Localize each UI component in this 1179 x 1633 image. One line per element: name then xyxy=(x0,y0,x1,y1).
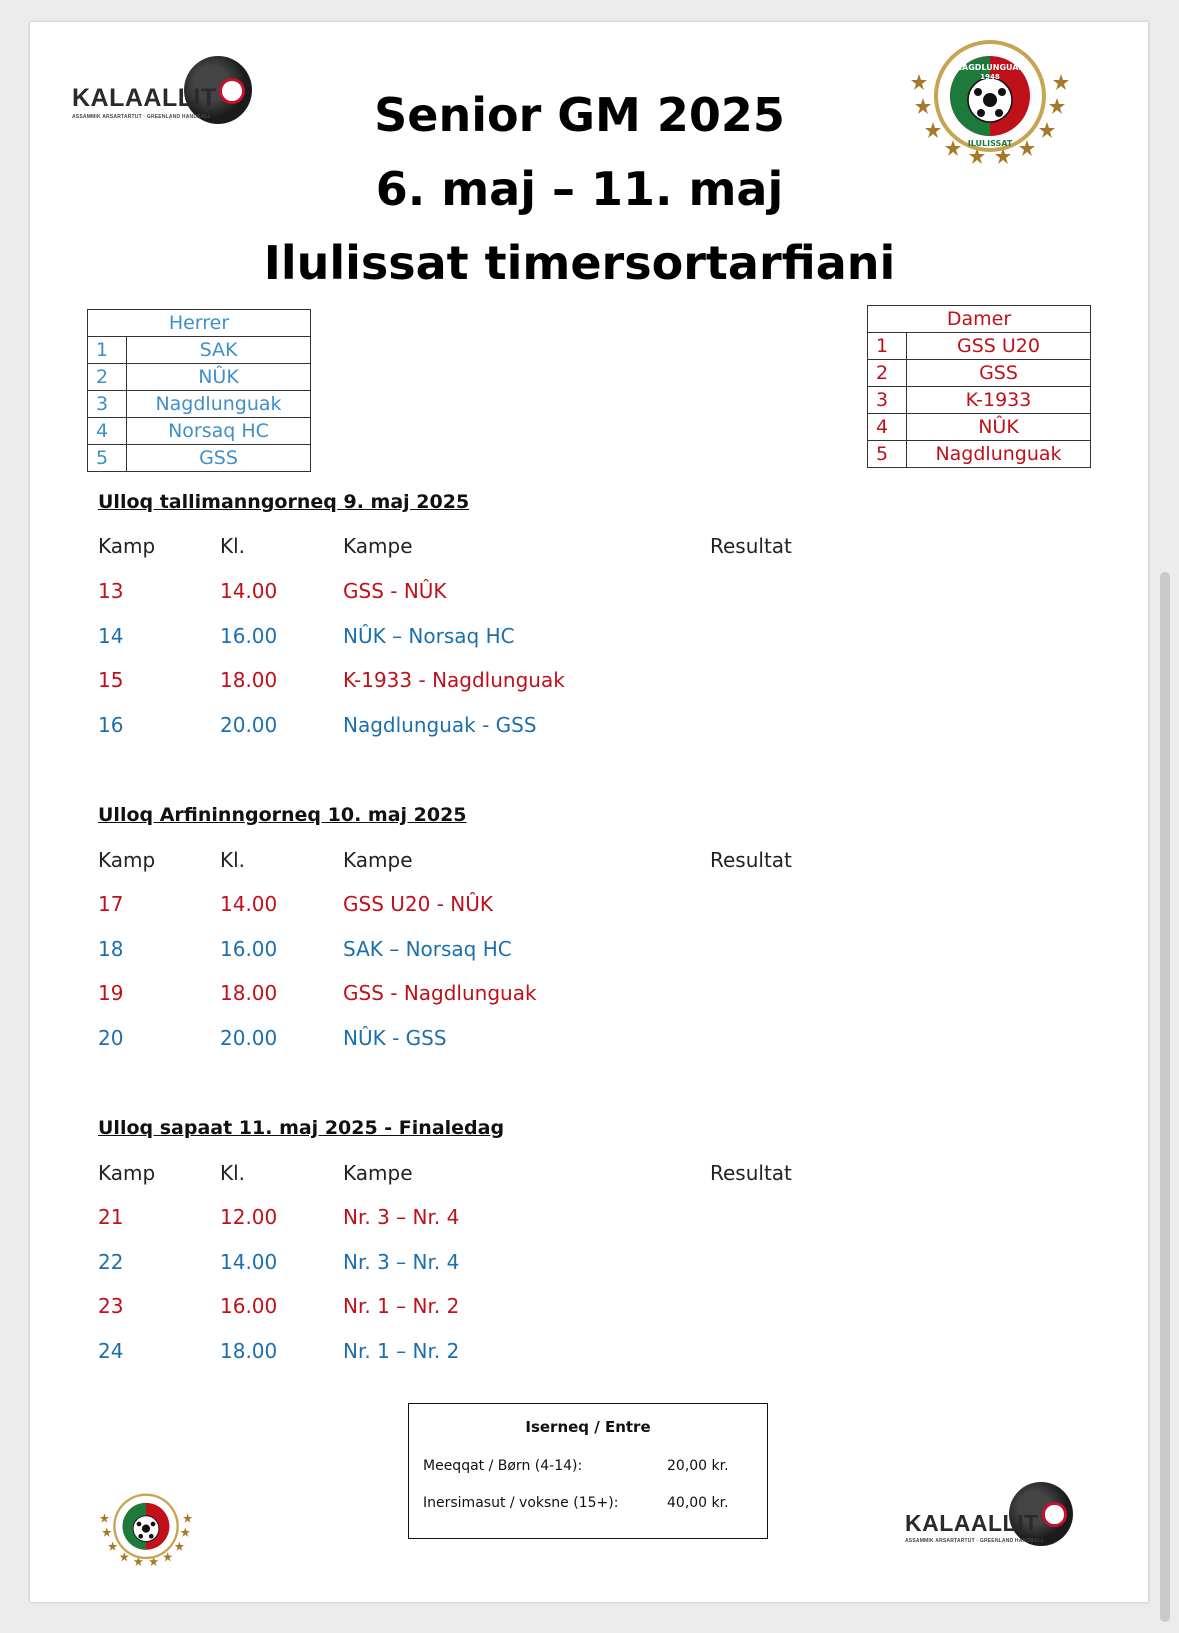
table-row: 3 Nagdlunguak xyxy=(88,391,311,418)
column-headers: Kamp Kl. Kampe Resultat xyxy=(98,534,792,558)
damer-title: Damer xyxy=(868,306,1091,333)
fee-price-adults: 40,00 kr. xyxy=(667,1495,729,1511)
page-title: Senior GM 2025 xyxy=(374,88,785,142)
match-row: 16 20.00 Nagdlunguak - GSS xyxy=(98,713,537,737)
match-row: 22 14.00 Nr. 3 – Nr. 4 xyxy=(98,1250,460,1274)
nagdlunguak-club-logo-bottom xyxy=(96,1490,196,1572)
table-row: 5 GSS xyxy=(88,445,311,472)
kalaallit-handball-logo-bottom xyxy=(905,1482,1075,1562)
logo-wordmark: KALAALLIT xyxy=(905,1510,1039,1536)
fee-label-adults: Inersimasut / voksne (15+): xyxy=(423,1495,619,1511)
table-row: 4 NÛK xyxy=(868,414,1091,441)
match-row: 21 12.00 Nr. 3 – Nr. 4 xyxy=(98,1205,460,1229)
table-row: 5 Nagdlunguak xyxy=(868,441,1091,468)
herrer-title: Herrer xyxy=(88,310,311,337)
column-headers: Kamp Kl. Kampe Resultat xyxy=(98,1161,792,1185)
match-row: 15 18.00 K-1933 - Nagdlunguak xyxy=(98,668,565,692)
logo-subtext: ASSAMMIK ARSARTARTUT · GREENLAND HANDBALL xyxy=(905,1538,1045,1544)
day-title: Ulloq Arfininngorneq 10. maj 2025 xyxy=(98,804,467,826)
entrance-fee-box xyxy=(408,1403,768,1539)
column-headers: Kamp Kl. Kampe Resultat xyxy=(98,848,792,872)
table-row: 2 NÛK xyxy=(88,364,311,391)
event-dates: 6. maj – 11. maj xyxy=(375,162,784,216)
match-row: 20 20.00 NÛK - GSS xyxy=(98,1026,447,1050)
match-row: 18 16.00 SAK – Norsaq HC xyxy=(98,937,512,961)
event-venue: Ilulissat timersortarfiani xyxy=(263,236,896,290)
day-title: Ulloq sapaat 11. maj 2025 - Finaledag xyxy=(98,1117,505,1139)
fee-price-children: 20,00 kr. xyxy=(667,1458,729,1474)
table-row: 3 K-1933 xyxy=(868,387,1091,414)
match-row: 13 14.00 GSS - NÛK xyxy=(98,579,447,603)
club-name: NAGDLUNGUAK xyxy=(955,63,1025,72)
match-row: 14 16.00 NÛK – Norsaq HC xyxy=(98,624,515,648)
day-title: Ulloq tallimanngorneq 9. maj 2025 xyxy=(98,491,470,513)
damer-table xyxy=(867,305,1091,468)
match-row: 19 18.00 GSS - Nagdlunguak xyxy=(98,981,537,1005)
match-row: 24 18.00 Nr. 1 – Nr. 2 xyxy=(98,1339,460,1363)
match-row: 23 16.00 Nr. 1 – Nr. 2 xyxy=(98,1294,460,1318)
table-row: 1 GSS U20 xyxy=(868,333,1091,360)
table-row: 1 SAK xyxy=(88,337,311,364)
table-row: 4 Norsaq HC xyxy=(88,418,311,445)
table-row: 2 GSS xyxy=(868,360,1091,387)
club-year: 1948 xyxy=(980,73,1000,81)
entrance-title: Iserneq / Entre xyxy=(525,1418,651,1436)
fee-label-children: Meeqqat / Børn (4-14): xyxy=(423,1458,583,1474)
match-row: 17 14.00 GSS U20 - NÛK xyxy=(98,892,493,916)
logo-subtext: ASSAMMIK ARSARTARTUT · GREENLAND HANDBALL xyxy=(72,114,212,120)
club-city: ILULISSAT xyxy=(967,139,1013,148)
herrer-table xyxy=(87,309,311,472)
logo-wordmark: KALAALLIT xyxy=(72,84,217,112)
